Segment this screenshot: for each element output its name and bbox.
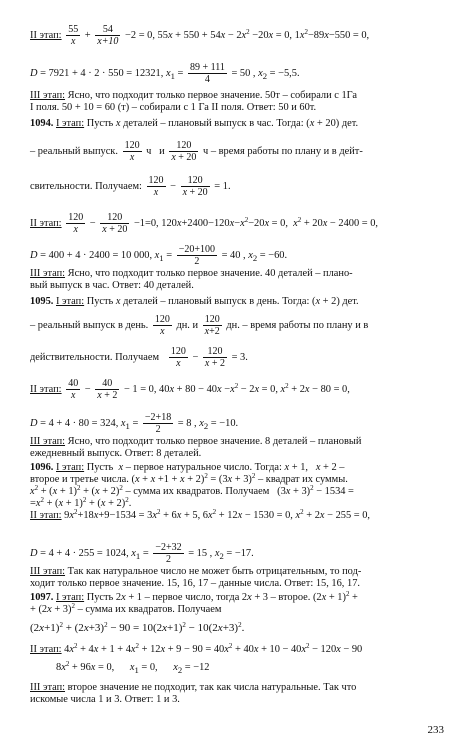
line-25: III этап: Так как натуральное число не может быть отрицательным, то под-: [30, 566, 362, 577]
page-number: 233: [427, 724, 444, 736]
line-10: III этап: Ясно, что подходит только первое значение. 40 деталей – плано-: [30, 268, 353, 279]
line-6: – реальный выпуск. $\frac{120}{x}$ ч и $\frac{120}{x + 20}$ ч – время работы по плану и в дейт-: [30, 140, 363, 163]
line-11: вый выпуск в час. Ответ: 40 деталей.: [30, 280, 194, 291]
line-13: – реальный выпуск в день. $\frac{120}{x}$ дн. и $\frac{120}{x+2}$ дн. – время работы по плану и в: [30, 314, 369, 337]
line-2: D = 7921 + 4 · 2 · 550 = 12321, $x_1$ = $\frac{89 + 111}{4}$ = 50 , $x_2 = -5,5$.: [30, 62, 300, 85]
line-7: свительности. Получаем: $\frac{120}{x}$ − $\frac{120}{x + 20}$ = 1.: [30, 175, 231, 198]
line-23: II этап: $9x^2+18x+9-1534 = 3x^2 + 6x + 5$, $6x^2 + 12x - 1530 = 0$, $x^2 + 2x - 255 = 0$,: [30, 508, 371, 521]
line-31: $8x^2 + 96x = 0$, $x_1 = 0$, $x_2 = -12$: [56, 660, 210, 676]
line-32: III этап: второе значение не подходит, так как числа натуральные. Так что: [30, 682, 357, 693]
line-4: I поля. 50 + 10 = 60 (т) – собирали с 1 Га II поля. Ответ: 50 и 60т.: [30, 102, 317, 113]
line-24: D = 4 + 4 · 255 = 1024, $x_1$ = $\frac{-2+32}{2}$ = 15 , $x_2 = -17$.: [30, 542, 254, 565]
line-30: II этап: $4x^2 + 4x + 1 + 4x^2 + 12x + 9 - 90 = 40x^2 + 40x + 10 - 40x^2 - 120x - 90$: [30, 642, 363, 655]
line-17: III этап: Ясно, что подходит только первое значение. 8 деталей – плановый: [30, 436, 362, 447]
line-26: ходит только первое значение. 15, 16, 17 – данные числа. Ответ: 15, 16, 17.: [30, 578, 360, 589]
line-20: второе и третье числа. $(x + x +1 + x + 2)^2 = (3x + 3)^2$ – квадрат их суммы.: [30, 472, 348, 485]
line-29: $(2x+1)^2 + (2x+3)^2 - 90 = 10(2x+1)^2 - 10(2x+3)^2$.: [30, 621, 245, 634]
line-3: III этап: Ясно, что подходит только первое значение. 50т – собирали с 1Га: [30, 90, 358, 101]
line-33: искомые числа 1 и 3. Ответ: 1 и 3.: [30, 694, 180, 705]
line-12: 1095. I этап: Пусть x деталей – плановый выпуск в день. Тогда: (x + 2) дет.: [30, 296, 359, 307]
line-15: II этап: $\frac{40}{x}$ − $\frac{40}{x + 2}$ − 1 = 0, $40x + 80 - 40x -x^2 - 2x = 0$, $x^2 + 2x - 80 = 0$,: [30, 378, 350, 401]
line-16: D = 4 + 4 · 80 = 324, $x_1$ = $\frac{-2+18}{2}$ = 8 , $x_2 = -10$.: [30, 412, 239, 435]
line-1: II этап: $\frac{55}{x}$ + $\frac{54}{x+10}$ −2 = 0, $55x + 550 + 54x - 2x^2 -20x = 0$, $1x^2-89x-550 = 0$,: [30, 24, 370, 47]
line-27: 1097. I этап: Пусть 2x + 1 – первое число, тогда 2x + 3 – второе. $(2x + 1)^2$ +: [30, 590, 358, 603]
line-18: ежедневный выпуск. Ответ: 8 деталей.: [30, 448, 202, 459]
line-21: $x^2 + (x + 1)^2 + (x + 2)^2$ – сумма их квадратов. Получаем $(3x + 3)^2 - 1534$ =: [30, 484, 354, 497]
stage-label: II этап:: [30, 29, 62, 41]
line-14: действительности. Получаем $\frac{120}{x}$ − $\frac{120}{x + 2}$ = 3.: [30, 346, 248, 369]
line-8: II этап: $\frac{120}{x}$ − $\frac{120}{x + 20}$ −1=0, $120x+2400-120x-x^2-20x = 0$, $x^2 + 20x - 2400 = 0$,: [30, 212, 379, 235]
line-5: 1094. I этап: Пусть x деталей – плановый выпуск в час. Тогда: (x + 20) дет.: [30, 118, 359, 129]
line-28: + $(2x + 3)^2$ – сумма их квадратов. Получаем: [30, 602, 222, 615]
line-22: $=x^2 + (x + 1)^2 + (x + 2)^2$.: [30, 496, 132, 509]
line-9: D = 400 + 4 · 2400 = 10 000, $x_1$ = $\frac{-20+100}{2}$ = 40 , $x_2 = -60$.: [30, 244, 288, 267]
line-19: 1096. I этап: Пусть x – первое натуральное число. Тогда: x + 1, x + 2 –: [30, 462, 345, 473]
